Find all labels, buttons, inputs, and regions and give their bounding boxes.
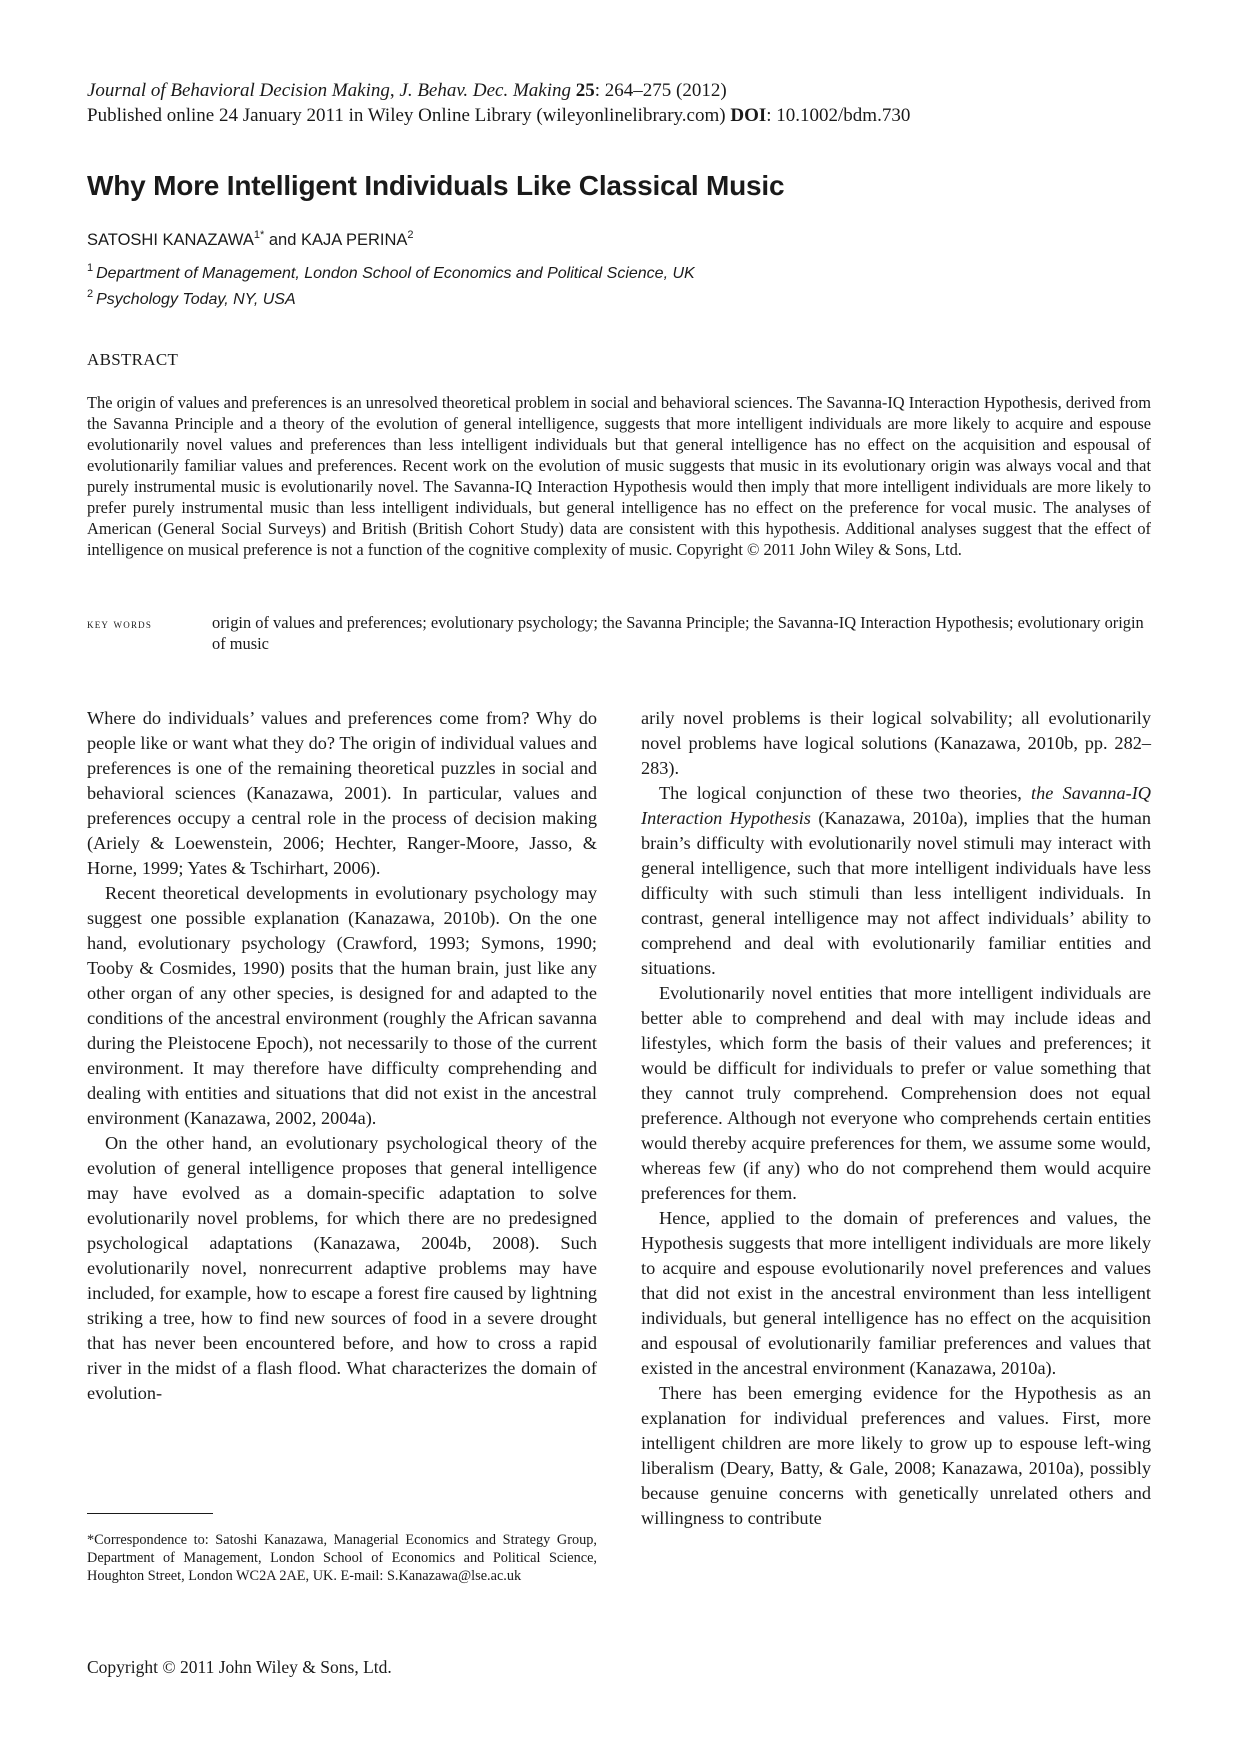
author-and: and <box>268 231 297 249</box>
author-2-sup: 2 <box>407 229 414 241</box>
footnote-divider <box>87 1513 213 1514</box>
journal-header <box>87 78 910 128</box>
body-paragraph: Evolutionarily novel entities that more intelligent individuals are better able to comprehend and deal with may include ideas and lifestyles, which form the basis of their values and preferences; it would be difficult for individuals to prefer or value something that they cannot truly comprehend. Comprehension does not equal preference. Although not everyone who comprehends certain entities would thereby acquire preferences for them, we assume some would, whereas few (if any) who do not comprehend them would acquire preferences for them. <box>641 983 1151 1203</box>
published-online: Published online 24 January 2011 in Wiley Online Library (wileyonlinelibrary.com) <box>87 105 726 126</box>
author-1-sup: 1* <box>253 229 265 241</box>
journal-pages: 264–275 (2012) <box>604 80 727 101</box>
journal-name: Journal of Behavioral Decision Making <box>87 80 390 101</box>
keywords-label: key words <box>87 616 153 631</box>
journal-volume: 25 <box>575 80 595 101</box>
author-1: SATOSHI KANAZAWA <box>87 231 254 249</box>
abstract-text: The origin of values and preferences is an unresolved theoretical problem in social and behavioral sciences. The Savanna‐IQ Interaction Hypothesis, derived from the Savanna Principle and a theory of the evolution of general intelligence, suggests that more intelligent individuals are more likely to acquire and espouse evolutionarily novel values and preferences than less intelligent individuals but that general intelligence has no effect on the acquisition and espousal of evolutionarily familiar values and preferences. Recent work on the evolution of music suggests that music in its evolutionary origin was always vocal and that purely instrumental music is evolutionarily novel. The Savanna‐IQ Interaction Hypothesis would then imply that more intelligent individuals are more likely to prefer purely instrumental music than less intelligent individuals, but general intelligence has no effect on the preference for vocal music. The analyses of American (General Social Surveys) and British (British Cohort Study) data are consistent with this hypothesis. Additional analyses suggest that the effect of intelligence on musical preference is not a function of the cognitive complexity of music. Copyright © 2011 John Wiley & Sons, Ltd. <box>87 393 1151 559</box>
abstract-heading: ABSTRACT <box>87 350 179 369</box>
page-copyright: Copyright © 2011 John Wiley & Sons, Ltd. <box>87 1657 392 1677</box>
affiliation-2-text: Psychology Today, NY, USA <box>96 291 296 308</box>
doi-value[interactable]: 10.1002/bdm.730 <box>776 105 911 126</box>
text-run: (Kanazawa, 2010a), implies that the human brain’s difficulty with evolutionarily novel stimuli may interact with general intelligence, such that more intelligent individuals have less difficulty with such stimuli than less intelligent individuals. In contrast, general intelligence may not affect individuals’ ability to comprehend and deal with evolutionarily familiar entities and situations. <box>641 808 1152 978</box>
body-left-column <box>87 706 597 1406</box>
body-paragraph: On the other hand, an evolutionary psychological theory of the evolution of general intelligence proposes that general intelligence may have evolved as a domain‐specific adaptation to solve evolutionarily novel problems, for which there are no predesigned psychological adaptations (Kanazawa, 2004b, 2008). Such evolutionarily novel, nonrecurrent adaptive problems may have included, for example, how to escape a forest fire caused by lightning striking a tree, how to find new sources of food in a severe drought that has never been encountered before, and how to cross a rapid river in the midst of a flash flood. What characterizes the domain of evolution- <box>87 1133 597 1403</box>
publication-line: Published online 24 January 2011 in Wiley Online Library (wileyonlinelibrary.com) DOI: 10.1002/bdm.730 <box>87 105 911 126</box>
body-paragraph: arily novel problems is their logical solvability; all evolutionarily novel problems have logical solutions (Kanazawa, 2010b, pp. 282–283). <box>641 708 1151 778</box>
affiliation-2-num: 2 <box>87 288 94 300</box>
body-right-column <box>641 706 1151 1531</box>
text-run: The logical conjunction of these two theories, <box>659 783 1022 803</box>
article-title: Why More Intelligent Individuals Like Classical Music <box>87 170 785 201</box>
correspondence-footnote: *Correspondence to: Satoshi Kanazawa, Managerial Economics and Strategy Group, Department of Management, London School of Economics and Political Science, Houghton Street, London WC2A 2AE, UK. E‐mail: S.Kanazawa@lse.ac.uk <box>87 1532 597 1584</box>
body-paragraph: Recent theoretical developments in evolutionary psychology may suggest one possible explanation (Kanazawa, 2010b). On the one hand, evolutionary psychology (Crawford, 1993; Symons, 1990; Tooby & Cosmides, 1990) posits that the human brain, just like any other organ of any other species, is designed for and adapted to the conditions of the ancestral environment (roughly the African savanna during the Pleistocene Epoch), not necessarily to those of the current environment. It may therefore have difficulty comprehending and dealing with entities and situations that did not exist in the ancestral environment (Kanazawa, 2002, 2004a). <box>87 883 597 1128</box>
doi-label: DOI <box>730 105 767 126</box>
affiliation-1 <box>87 262 695 283</box>
affiliation-1-text: Department of Management, London School of Economics and Political Science, UK <box>96 265 695 282</box>
body-paragraph <box>641 781 1151 981</box>
author-line <box>87 229 414 250</box>
journal-abbrev: J. Behav. Dec. Making <box>399 80 572 101</box>
keywords-text: origin of values and preferences; evolutionary psychology; the Savanna Principle; the Savanna‐IQ Interaction Hypothesis; evolutionary origin of music <box>212 613 1144 653</box>
body-paragraph: There has been emerging evidence for the Hypothesis as an explanation for individual preferences and values. First, more intelligent children are more likely to grow up to espouse left‐wing liberalism (Deary, Batty, & Gale, 2008; Kanazawa, 2010a), possibly because genuine concerns with genetically unrelated others and willingness to contribute <box>641 1383 1151 1528</box>
author-2: KAJA PERINA <box>301 231 408 249</box>
body-paragraph: Where do individuals’ values and preferences come from? Why do people like or want what they do? The origin of individual values and preferences is one of the remaining theoretical puzzles in social and behavioral sciences (Kanazawa, 2001). In particular, values and preferences occupy a central role in the process of decision making (Ariely & Loewenstein, 2006; Hechter, Ranger‐Moore, Jasso, & Horne, 1999; Yates & Tschirhart, 2006). <box>87 708 597 878</box>
body-paragraph: Hence, applied to the domain of preferences and values, the Hypothesis suggests that more intelligent individuals are more likely to acquire and espouse evolutionarily novel preferences and values that did not exist in the ancestral environment than less intelligent individuals, but general intelligence has no effect on the acquisition and espousal of evolutionarily familiar preferences and values that existed in the ancestral environment (Kanazawa, 2010a). <box>641 1208 1151 1378</box>
affiliation-1-num: 1 <box>87 262 94 274</box>
journal-citation-line: Journal of Behavioral Decision Making, J. Behav. Dec. Making 25: 264–275 (2012) <box>87 80 727 101</box>
hypothesis-name: the Savanna‐IQ Interaction Hypothesis <box>641 783 1151 828</box>
affiliation-2 <box>87 288 296 309</box>
